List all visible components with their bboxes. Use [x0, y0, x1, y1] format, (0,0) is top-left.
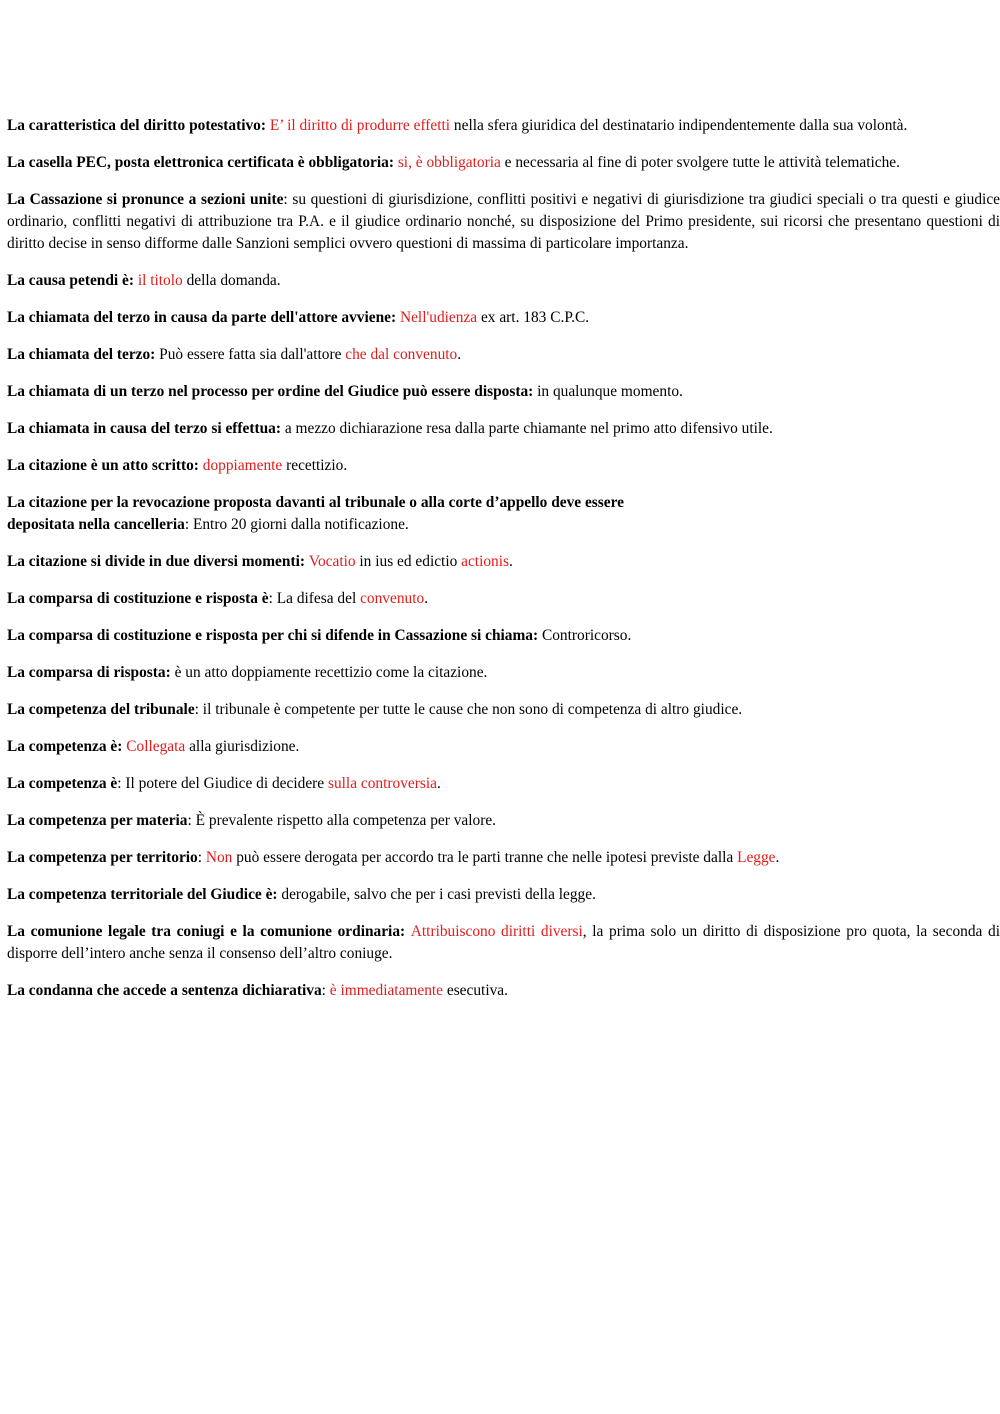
entry-term: La citazione è un atto scritto:: [7, 457, 203, 474]
definition-entry: [7, 189, 1000, 255]
entry-term: La chiamata del terzo in causa da parte dell'attore avviene:: [7, 309, 400, 326]
definition-entry: [7, 884, 1000, 906]
highlighted-answer: Non: [205, 849, 233, 866]
entry-text: in qualunque momento.: [537, 383, 683, 400]
highlighted-answer: che dal convenuto: [345, 346, 458, 363]
definition-entry: [7, 152, 1000, 174]
entry-term: La Cassazione si pronunce a sezioni unite: [7, 191, 284, 208]
highlighted-answer: Collegata: [126, 738, 186, 755]
entry-text: : su questioni di giurisdizione, conflitti positivi e negativi di giurisdizione tra giudici speciali o tra questi e giudice ordinario, conflitti negativi di attribuzione tra P.A. e il giudice ordinario nonché, su disposizione del Primo presidente, sui ricorsi che presentano questioni di diritto decise in senso difforme dalle Sanzioni semplici ovvero questioni di massima di particolare importanza.: [7, 191, 1000, 252]
entry-text: .: [509, 553, 513, 570]
entry-term: La chiamata del terzo:: [7, 346, 160, 363]
entry-text: nella sfera giuridica del destinatario indipendentemente dalla sua volontà.: [450, 117, 908, 134]
entry-text: a mezzo dichiarazione resa dalla parte chiamante nel primo atto difensivo utile.: [284, 420, 773, 437]
highlighted-answer: è immediatamente: [329, 982, 444, 999]
definition-entry: [7, 270, 1000, 292]
entry-text: : Il potere del Giudice di decidere: [117, 775, 328, 792]
entry-text: è un atto doppiamente recettizio come la citazione.: [174, 664, 488, 681]
entry-text: può essere derogata per accordo tra le parti tranne che nelle ipotesi previste dalla: [232, 849, 738, 866]
entry-text: , la prima solo un diritto di disposizione pro quota, la seconda di disporre dell’intero anche senza il consenso dell’altro coniuge.: [7, 923, 1000, 962]
definition-entry: [7, 773, 1000, 795]
entry-term: La casella PEC, posta elettronica certificata è obbligatoria:: [7, 154, 398, 171]
entry-term: La chiamata in causa del terzo si effettua:: [7, 420, 285, 437]
entry-text: .: [775, 849, 780, 866]
definition-entry: [7, 492, 1000, 536]
entry-term: La comparsa di costituzione e risposta per chi si difende in Cassazione si chiama:: [7, 627, 542, 644]
entry-term: La citazione per la revocazione proposta davanti al tribunale o alla corte d’appello deve essere: [7, 494, 624, 511]
definition-entry: [7, 921, 1000, 965]
entry-term: depositata nella cancelleria: [7, 516, 185, 533]
entry-term: La chiamata di un terzo nel processo per ordine del Giudice può essere disposta:: [7, 383, 538, 400]
highlighted-answer: convenuto: [360, 590, 425, 607]
entry-text: .: [424, 590, 429, 607]
entry-term: La comparsa di risposta:: [7, 664, 175, 681]
highlighted-answer: il titolo: [137, 272, 183, 289]
entry-text: esecutiva.: [443, 982, 508, 999]
entry-term: La caratteristica del diritto potestativo:: [7, 117, 270, 134]
entry-term: La competenza territoriale del Giudice è:: [7, 886, 282, 903]
definition-entry: [7, 662, 1000, 684]
highlighted-answer: sulla controversia: [327, 775, 437, 792]
entry-term: La causa petendi è:: [7, 272, 138, 289]
definition-entry: [7, 980, 1000, 1002]
entry-text: : Entro 20 giorni dalla notificazione.: [184, 516, 409, 533]
definition-entry: [7, 588, 1000, 610]
definition-entry: [7, 307, 1000, 329]
definition-entry: [7, 736, 1000, 758]
definition-entry: [7, 455, 1000, 477]
entry-list: [7, 115, 1000, 1017]
highlighted-answer: doppiamente: [202, 457, 283, 474]
highlighted-answer: si, è obbligatoria: [397, 154, 501, 171]
highlighted-answer: Vocatio: [308, 553, 356, 570]
entry-term: La condanna che accede a sentenza dichiarativa: [7, 982, 322, 999]
entry-text: Può essere fatta sia dall'attore: [159, 346, 346, 363]
highlighted-answer: E’ il diritto di produrre effetti: [269, 117, 451, 134]
entry-text: in ius ed edictio: [355, 553, 462, 570]
entry-text: Controricorso.: [541, 627, 632, 644]
definition-entry: [7, 847, 1000, 869]
highlighted-answer: Nell'udienza: [399, 309, 478, 326]
entry-term: La competenza per materia: [7, 812, 188, 829]
definition-entry: [7, 625, 1000, 647]
entry-text: : La difesa del: [268, 590, 361, 607]
entry-text: :: [197, 849, 206, 866]
entry-text: : il tribunale è competente per tutte le cause che non sono di competenza di altro giudice.: [194, 701, 743, 718]
entry-term: La competenza è:: [7, 738, 127, 755]
entry-term: La comparsa di costituzione e risposta è: [7, 590, 269, 607]
definition-entry: [7, 381, 1000, 403]
definition-entry: [7, 418, 1000, 440]
highlighted-answer: actionis: [461, 553, 510, 570]
entry-text: alla giurisdizione.: [185, 738, 300, 755]
entry-term: La citazione si divide in due diversi momenti:: [7, 553, 309, 570]
entry-term: La comunione legale tra coniugi e la comunione ordinaria:: [7, 923, 411, 940]
entry-text: .: [457, 346, 462, 363]
definition-entry: [7, 699, 1000, 721]
entry-term: La competenza è: [7, 775, 118, 792]
definition-entry: [7, 344, 1000, 366]
entry-text: e necessaria al fine di poter svolgere tutte le attività telematiche.: [500, 154, 900, 171]
entry-term: La competenza del tribunale: [7, 701, 195, 718]
definition-entry: [7, 115, 1000, 137]
highlighted-answer: Legge: [737, 849, 776, 866]
definition-entry: [7, 551, 1000, 573]
entry-text: derogabile, salvo che per i casi previsti della legge.: [281, 886, 596, 903]
entry-term: La competenza per territorio: [7, 849, 198, 866]
entry-text: della domanda.: [182, 272, 281, 289]
highlighted-answer: Attribuiscono diritti diversi: [410, 923, 583, 940]
definition-entry: [7, 810, 1000, 832]
entry-text: recettizio.: [282, 457, 348, 474]
entry-text: ex art. 183 C.P.C.: [477, 309, 590, 326]
entry-text: :: [321, 982, 330, 999]
entry-text: .: [436, 775, 441, 792]
entry-text: : È prevalente rispetto alla competenza per valore.: [187, 812, 497, 829]
